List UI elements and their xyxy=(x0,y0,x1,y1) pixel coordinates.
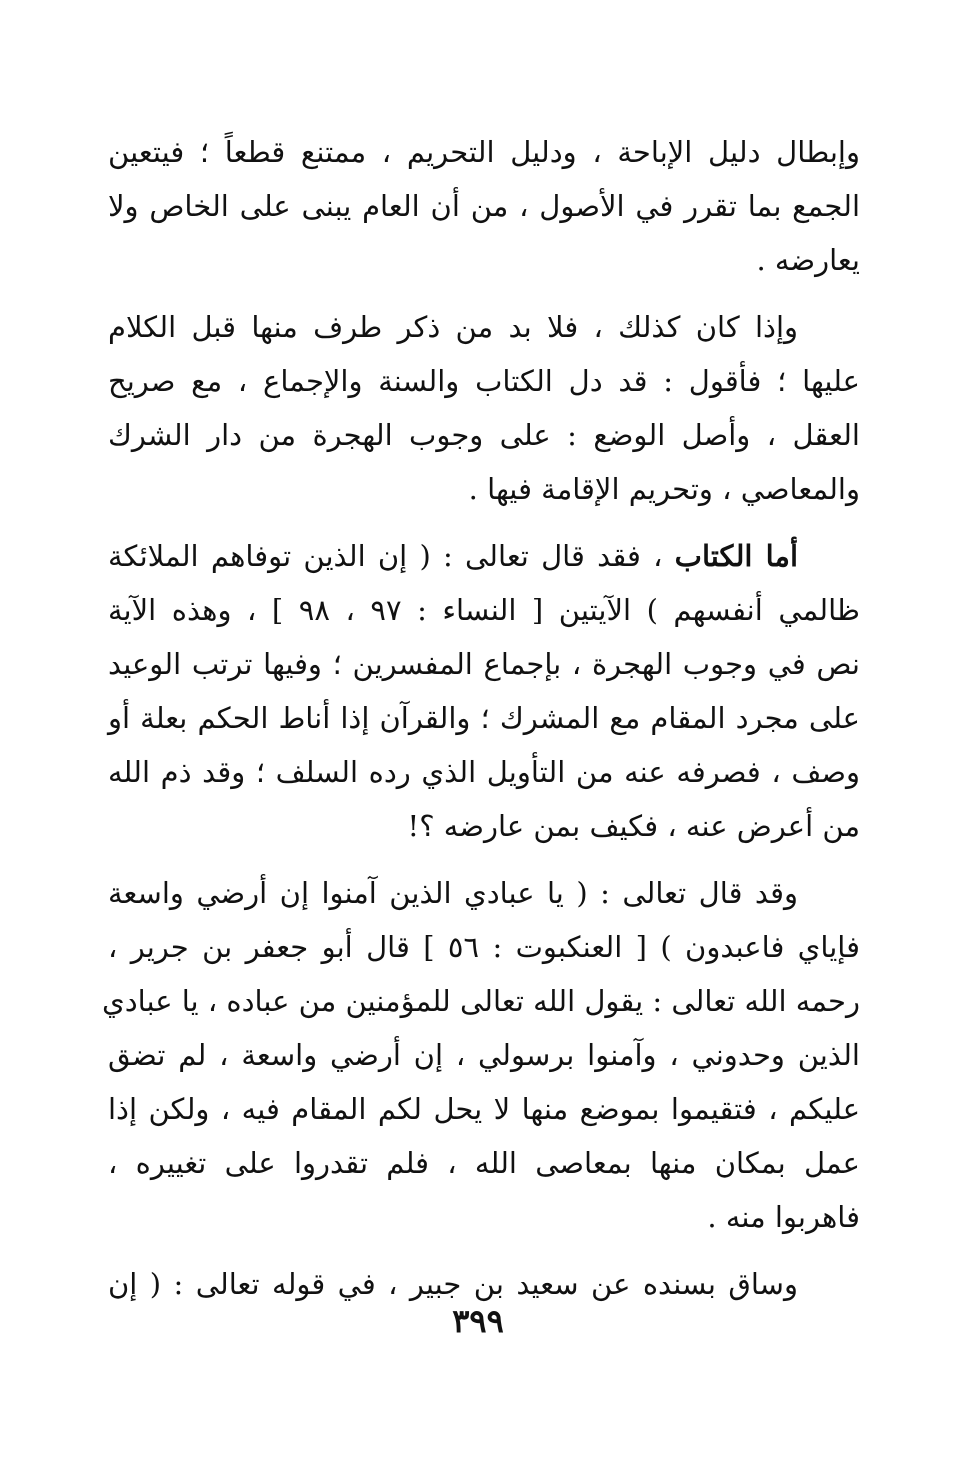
text-line: ظالمي أنفسهم ) الآيتين [ النساء : ٩٧ ، ٩٨ ] ، وهذه الآية xyxy=(108,593,861,627)
text-line: وصف ، فصرفه عنه من التأويل الذي رده السلف ؛ وقد ذم الله xyxy=(108,755,860,789)
paragraph-2 xyxy=(108,300,860,516)
text-line: نص في وجوب الهجرة ، بإجماع المفسرين ؛ وفيها ترتب الوعيد xyxy=(108,647,860,681)
text-line: عمل بمكان منها بمعاصى الله ، فلم تقدروا على تغييره ، xyxy=(108,1146,860,1180)
text-line: يعارضه . xyxy=(756,243,860,277)
text-line: والمعاصي ، وتحريم الإقامة فيها . xyxy=(468,472,860,506)
text-line: العقل ، وأصل الوضع : على وجوب الهجرة من دار الشرك xyxy=(108,418,860,452)
text-line xyxy=(108,529,860,583)
text-line: وساق بسنده عن سعيد بن جبير ، في قوله تعالى : ( إن xyxy=(108,1267,798,1301)
paragraph-3 xyxy=(108,529,860,853)
section-heading-quran: أما الكتاب xyxy=(674,539,798,573)
text-line: وقد قال تعالى : ( يا عبادي الذين آمنوا إن أرضي واسعة xyxy=(108,876,798,910)
text-line: على مجرد المقام مع المشرك ؛ والقرآن إذا أناط الحكم بعلة أو xyxy=(108,701,860,735)
text-line: وإبطال دليل الإباحة ، ودليل التحريم ، ممتنع قطعاً ؛ فيتعين xyxy=(108,135,860,169)
paragraph-1 xyxy=(108,125,860,287)
page-body xyxy=(102,125,861,1324)
page-number: ٣٩٩ xyxy=(452,1302,504,1340)
text-line: عليها ؛ فأقول : قد دل الكتاب والسنة والإجماع ، مع صريح xyxy=(108,364,860,398)
text-line: الجمع بما تقرر في الأصول ، من أن العام يبنى على الخاص ولا xyxy=(108,189,860,223)
text-line: رحمه الله تعالى : يقول الله تعالى للمؤمنين من عباده ، يا عبادي xyxy=(102,984,860,1018)
paragraph-4 xyxy=(102,866,860,1244)
text-line: عليكم ، فتقيموا بموضع منها لا يحل لكم المقام فيه ، ولكن إذا xyxy=(108,1092,860,1126)
text-line: الذين وحدوني ، وآمنوا برسولي ، إن أرضي واسعة ، لم تضق xyxy=(108,1038,860,1072)
text-line: من أعرض عنه ، فكيف بمن عارضه ؟! xyxy=(407,809,860,843)
text-line: وإذا كان كذلك ، فلا بد من ذكر طرف منها قبل الكلام xyxy=(108,310,798,344)
text-line: فاهربوا منه . xyxy=(707,1200,860,1234)
text-segment: ، فقد قال تعالى : ( إن الذين توفاهم الملائكة xyxy=(108,539,663,573)
text-line: فإياي فاعبدون ) [ العنكبوت : ٥٦ ] قال أبو جعفر بن جرير ، xyxy=(108,930,860,964)
